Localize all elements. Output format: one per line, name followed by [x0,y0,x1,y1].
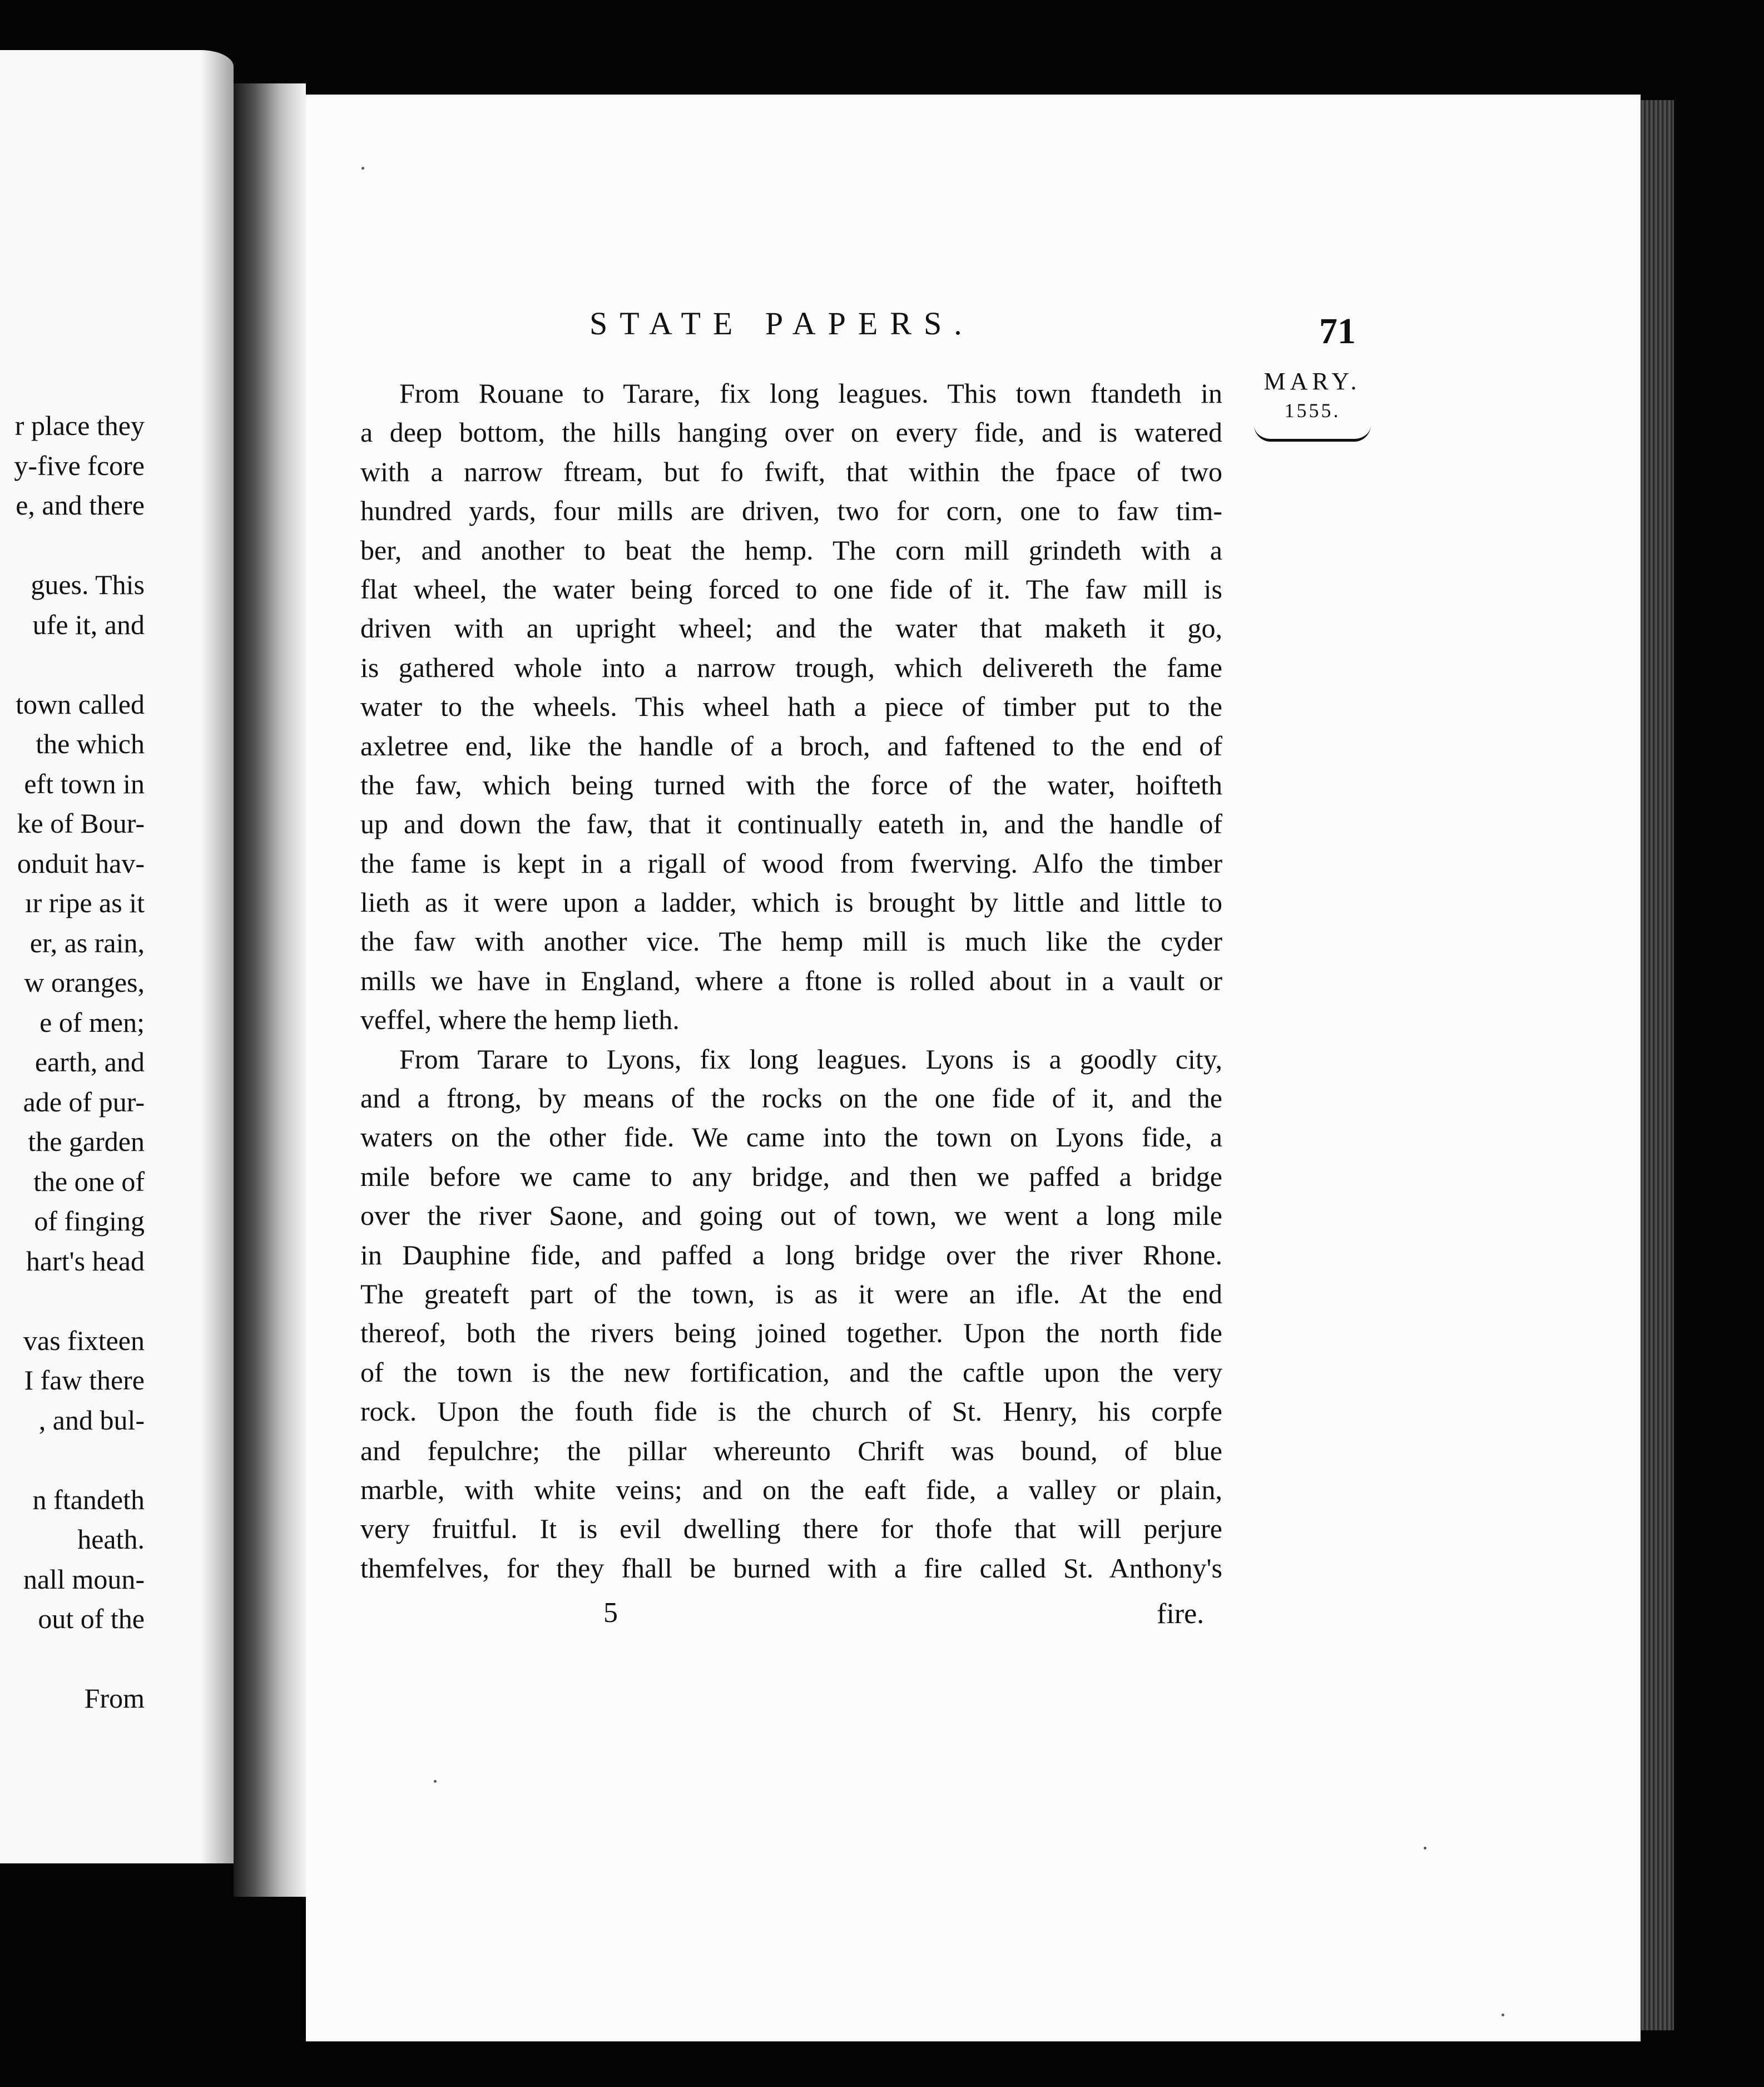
body-line: the fame is kept in a rigall of wood from fwerving. Alfo the timber [360,847,1222,879]
body-line: in Dauphine fide, and paffed a long bridge over the river Rhone. [360,1239,1222,1270]
left-facing-page [0,50,234,1863]
body-line: veffel, where the hemp lieth. [360,1004,680,1036]
left-page-line: earth, and [34,1046,145,1077]
margin-note-name: MARY. [1263,368,1361,395]
left-page-line: ır ripe as it [24,887,145,918]
page-number: 71 [1319,311,1356,352]
left-page-line: n ftandeth [32,1483,145,1515]
book-gutter [234,83,306,1897]
left-page-line: town called [16,688,145,720]
left-page-line: , and bul- [38,1404,145,1436]
left-page-line: vas fixteen [23,1324,145,1356]
catchword: fire. [1157,1598,1205,1630]
body-line: with a narrow ftream, but fo fwift, that within the fpace of two [360,456,1222,487]
body-line: very fruitful. It is evil dwelling there for thofe that will perjure [360,1513,1222,1545]
left-page-line: r place they [14,410,145,441]
body-line: the faw, which being turned with the force of the water, hoifteth [360,769,1222,800]
body-line: thereof, both the rivers being joined together. Upon the north fide [360,1317,1222,1349]
body-line: of the town is the new fortification, and the caftle upon the very [360,1356,1222,1388]
page-edges [1641,100,1674,2030]
margin-note [1240,367,1385,442]
body-line: flat wheel, the water being forced to one fide of it. The faw mill is [360,573,1222,605]
left-page-line: out of the [38,1603,145,1634]
left-page-line [14,645,145,685]
body-line: themfelves, for they fhall be burned with a fire called St. Anthony's [360,1552,1222,1584]
body-line: a deep bottom, the hills hanging over on every fide, and is watered [360,417,1222,448]
body-line: ber, and another to beat the hemp. The corn mill grindeth with a [360,534,1222,566]
left-page-line [14,526,145,566]
running-head: STATE PAPERS. [589,305,974,342]
body-line: mile before we came to any bridge, and then we paffed a bridge [360,1160,1222,1192]
body-line: lieth as it were upon a ladder, which is brought by little and little to [360,887,1222,918]
left-page-shadow [200,50,234,1863]
left-page-line: ade of pur- [23,1086,145,1117]
body-line: is gathered whole into a narrow trough, which delivereth the fame [360,651,1222,683]
body-text [360,374,1222,1587]
left-page-line: the which [36,728,145,759]
body-line: driven with an upright wheel; and the water that maketh it go, [360,612,1222,644]
body-line: From Rouane to Tarare, fix long leagues. This town ftandeth in [399,378,1222,409]
print-speck [1502,2014,1504,2016]
left-page-line: ke of Bour- [17,808,145,839]
left-page-line: e of men; [39,1006,145,1038]
body-line: hundred yards, four mills are driven, two for corn, one to faw tim- [360,495,1222,527]
signature-mark: 5 [603,1597,618,1629]
body-line: the faw with another vice. The hemp mill is much like the cyder [360,926,1222,957]
body-line: waters on the other fide. We came into the town on Lyons fide, a [360,1121,1222,1153]
print-speck [361,167,364,170]
left-page-line: heath. [77,1524,145,1555]
print-speck [1424,1847,1426,1849]
left-page-line: er, as rain, [29,927,145,958]
body-line: From Tarare to Lyons, fix long leagues. Lyons is a goodly city, [399,1043,1222,1075]
left-page-line: eft town in [24,768,145,799]
body-line: mills we have in England, where a ftone is rolled about in a vault or [360,965,1222,996]
left-page-line: y-five fcore [14,449,145,481]
margin-brace [1254,424,1371,442]
left-page-line: ufe it, and [32,609,145,640]
body-line: over the river Saone, and going out of town, we went a long mile [360,1200,1222,1232]
left-page-line [14,1440,145,1480]
left-page-line: the one of [33,1165,145,1197]
left-page-line: onduit hav- [17,847,145,879]
left-page-line: I faw there [24,1364,145,1396]
print-speck [434,1780,437,1783]
left-page-line: of finging [34,1205,145,1237]
body-line: up and down the faw, that it continually eateth in, and the handle of [360,808,1222,840]
left-page-line: w oranges, [24,967,145,998]
left-page-line: the garden [28,1126,145,1157]
body-line: rock. Upon the fouth fide is the church of St. Henry, his corpfe [360,1396,1222,1427]
body-line: axletree end, like the handle of a broch, and faftened to the end of [360,730,1222,761]
body-line: and fepulchre; the pillar whereunto Chrift was bound, of blue [360,1435,1222,1466]
left-page-line [14,1281,145,1321]
left-page-line: From [84,1683,145,1714]
left-page-line: gues. This [31,569,145,600]
left-page-line: e, and there [16,489,145,521]
left-page-line [14,1639,145,1679]
left-page-text [14,406,145,1719]
left-page-line: hart's head [26,1245,145,1277]
body-line: water to the wheels. This wheel hath a piece of timber put to the [360,691,1222,723]
margin-note-year: 1555. [1284,399,1341,422]
body-line: and a ftrong, by means of the rocks on the one fide of it, and the [360,1082,1222,1114]
left-page-line: nall moun- [23,1563,145,1595]
body-line: The greateft part of the town, is as it were an ifle. At the end [360,1278,1222,1309]
body-line: marble, with white veins; and on the eaft fide, a valley or plain, [360,1473,1222,1505]
